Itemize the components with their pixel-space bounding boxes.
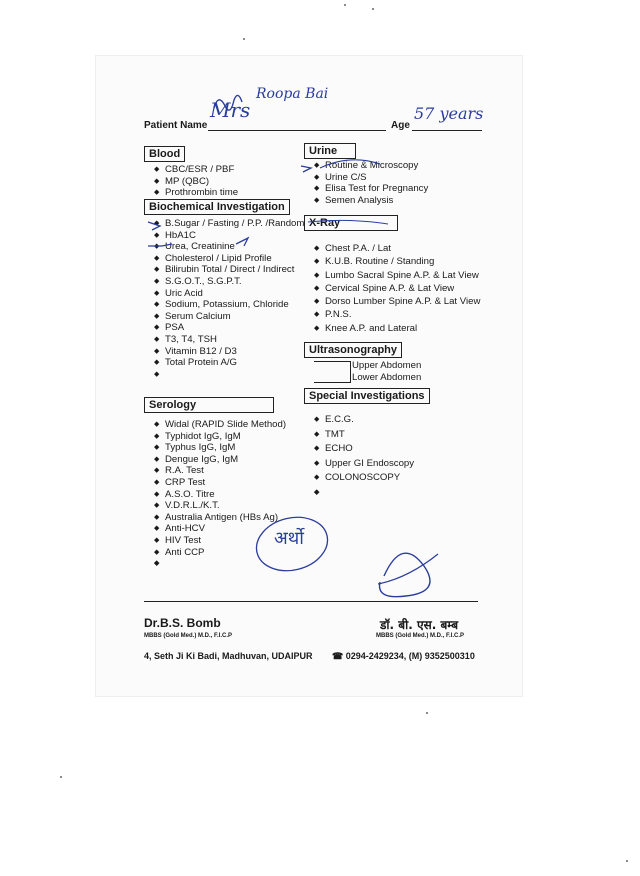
- list-item: ◆ Semen Analysis: [314, 195, 428, 207]
- phone-icon: ☎: [332, 651, 346, 661]
- clinic-phone: 0294-2429234, (M) 9352500310: [345, 651, 475, 661]
- list-item: ◆ Sodium, Potassium, Chloride: [154, 299, 304, 311]
- list-item: ◆ MP (QBC): [154, 176, 238, 188]
- list-item: ◆ Vitamin B12 / D3: [154, 346, 304, 358]
- list-item: ◆ Routine & Microscopy: [314, 160, 428, 172]
- list-item: ◆ ECHO: [314, 442, 414, 457]
- doctor-name-hi: डॉ. बी. एस. बम्ब: [380, 618, 459, 632]
- clinic-address: 4, Seth Ji Ki Badi, Madhuvan, UDAIPUR: [144, 651, 313, 661]
- scan-speck: [626, 860, 628, 862]
- name-scribble: [214, 95, 242, 110]
- list-item: ◆ V.D.R.L./K.T.: [154, 500, 286, 512]
- list-item: ◆ Urea, Creatinine: [154, 241, 304, 253]
- list-item: ◆ Urine C/S: [314, 172, 428, 184]
- list-item: ◆ E.C.G.: [314, 413, 414, 428]
- list-item: ◆ TMT: [314, 428, 414, 443]
- scan-speck: [426, 712, 428, 714]
- doctor-degree-en: MBBS (Gold Med.) M.D., F.I.C.P: [144, 633, 232, 639]
- list-item: ◆ Australia Antigen (HBs Ag): [154, 512, 286, 524]
- handwritten-note: अर्थो: [274, 528, 304, 549]
- list-item: ◆ Typhus IgG, IgM: [154, 442, 286, 454]
- scribble: [308, 220, 388, 224]
- list-item: ◆ A.S.O. Titre: [154, 489, 286, 501]
- list-item: ◆ COLONOSCOPY: [314, 471, 414, 486]
- list-item: ◆ Typhidot IgG, IgM: [154, 431, 286, 443]
- scan-speck: [344, 4, 346, 6]
- list-item: ◆ Chest P.A. / Lat: [314, 242, 480, 255]
- list-item: ◆ HIV Test: [154, 535, 286, 547]
- list-item: ◆ Cervical Spine A.P. & Lat View: [314, 282, 480, 295]
- list-item: ◆ Lumbo Sacral Spine A.P. & Lat View: [314, 269, 480, 282]
- list-item: ◆ Anti-HCV: [154, 523, 286, 535]
- patient-name-label: Patient Name: [144, 120, 208, 131]
- urine-section-title: Urine: [304, 143, 356, 159]
- list-item: ◆ Knee A.P. and Lateral: [314, 322, 480, 335]
- clinic-phone-row: [332, 651, 475, 662]
- list-item: Lower Abdomen: [352, 371, 422, 383]
- list-item: ◆ B.Sugar / Fasting / P.P. /Random: [154, 218, 304, 230]
- age-value: 57 years: [414, 104, 484, 123]
- list-item: ◆ Dorso Lumber Spine A.P. & Lat View: [314, 295, 480, 308]
- list-item: ◆ PSA: [154, 322, 304, 334]
- list-item: ◆ R.A. Test: [154, 465, 286, 477]
- usg-section-title: Ultrasonography: [304, 342, 402, 358]
- list-item: ◆ Upper GI Endoscopy: [314, 457, 414, 472]
- scan-speck: [60, 776, 62, 778]
- list-item: ◆ Uric Acid: [154, 288, 304, 300]
- list-item: ◆ T3, T4, TSH: [154, 334, 304, 346]
- list-item: ◆ S.G.O.T., S.G.P.T.: [154, 276, 304, 288]
- tick-mark: [148, 244, 172, 246]
- tick-mark: [148, 222, 160, 230]
- age-label: Age: [391, 120, 410, 131]
- serology-section-title: Serology: [144, 397, 274, 413]
- list-item: ◆ Widal (RAPID Slide Method): [154, 419, 286, 431]
- biochem-section-title: Biochemical Investigation: [144, 199, 290, 215]
- list-item: ◆ Prothrombin time: [154, 187, 238, 199]
- list-item: ◆ Elisa Test for Pregnancy: [314, 183, 428, 195]
- footer-divider: [144, 601, 478, 602]
- list-item: ◆ P.N.S.: [314, 308, 480, 321]
- prescription-sheet: [96, 56, 522, 696]
- xray-section-title: X-Ray: [304, 215, 398, 231]
- list-item: ◆ K.U.B. Routine / Standing: [314, 255, 480, 268]
- list-item: ◆ Total Protein A/G: [154, 357, 304, 369]
- list-item: Upper Abdomen: [352, 360, 422, 371]
- scan-speck: [243, 38, 245, 40]
- list-item: ◆ HbA1C: [154, 230, 304, 242]
- blood-section-title: Blood: [144, 146, 185, 162]
- list-item: ◆ Cholesterol / Lipid Profile: [154, 253, 304, 265]
- list-item: ◆ Anti CCP: [154, 547, 286, 559]
- list-item: ◆ Dengue IgG, IgM: [154, 454, 286, 466]
- special-section-title: Special Investigations: [304, 388, 430, 404]
- list-item: ◆ CBC/ESR / PBF: [154, 164, 238, 176]
- scan-speck: [372, 8, 374, 10]
- patient-name-value: Roopa Bai: [256, 86, 329, 102]
- tick-mark: [236, 238, 248, 246]
- list-item: ◆ Serum Calcium: [154, 311, 304, 323]
- tick-mark: [301, 166, 311, 172]
- handwriting-overlay: [96, 56, 522, 696]
- list-item: ◆ CRP Test: [154, 477, 286, 489]
- scribble: [320, 160, 380, 168]
- doctor-degree-hi: MBBS (Gold Med.) M.D., F.I.C.P: [376, 633, 464, 639]
- patient-name-prefix: Mrs: [210, 98, 251, 122]
- doctor-name-en: Dr.B.S. Bomb: [144, 616, 221, 630]
- list-item: ◆ Bilirubin Total / Direct / Indirect: [154, 264, 304, 276]
